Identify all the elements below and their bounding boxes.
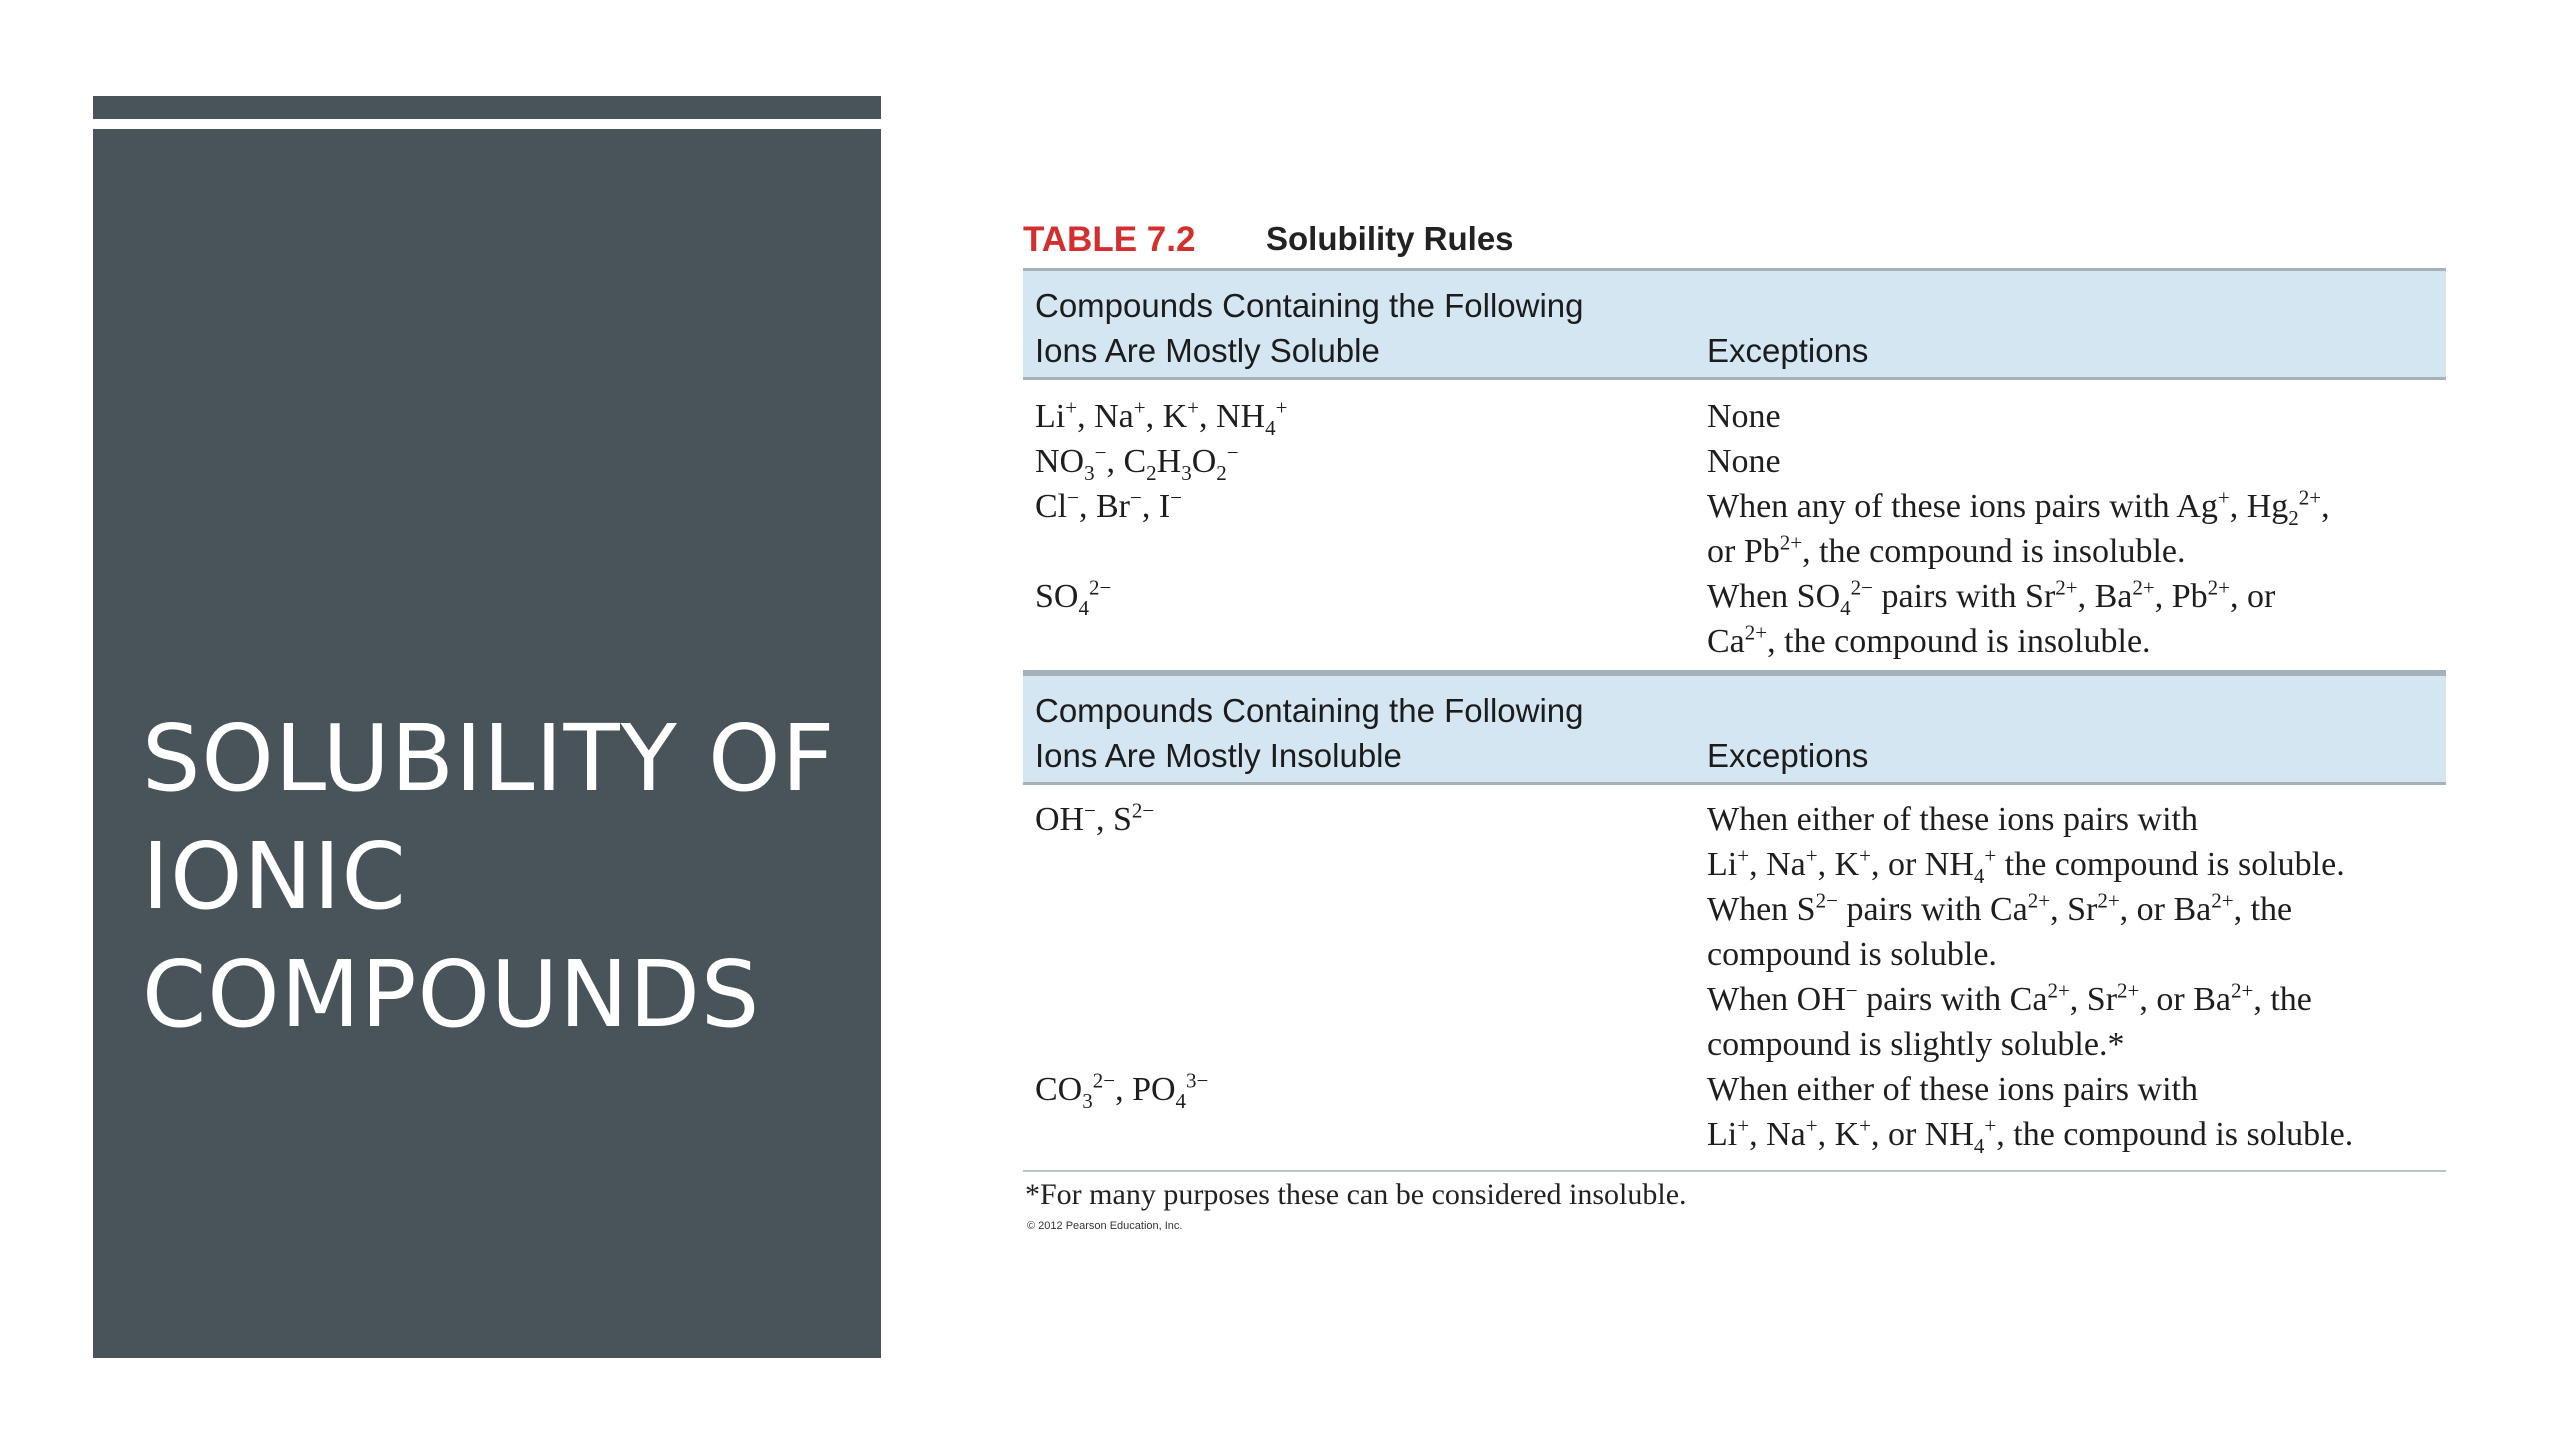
insoluble-header [1023,673,2446,785]
insoluble-header-line-2: Ions Are Mostly Insoluble [1035,737,1402,774]
table-footnote: *For many purposes these can be considered insoluble. [1025,1178,1687,1211]
insoluble-exceptions-row-1-line-3: When $S^{2-}$ pairs with $Ca^{2+}$, $Sr^{2+}$, or $Ba^{2+}$, the [1707,888,2293,928]
table-number: TABLE 7.2 [1023,220,1196,259]
slide-title-line-2: IONIC [142,823,407,930]
soluble-section [1023,380,2446,673]
soluble-exceptions-row-1: None [1707,398,1781,435]
insoluble-exceptions-row-1-line-5: When OH− pairs with $Ca^{2+}$, $Sr^{2+}$, or $Ba^{2+}$, the [1707,978,2312,1018]
insoluble-exceptions-row-2-line-2: Li+, Na+, K+, or $NH_4^+$, the compound is soluble. [1707,1113,2354,1158]
slide-title-line-1: SOLUBILITY OF [142,705,836,812]
soluble-ions-row-1: Li+, Na+, K+, $NH_4^+$ [1035,395,1288,440]
insoluble-exceptions-row-2-line-1: When either of these ions pairs with [1707,1071,2198,1108]
insoluble-exceptions-row-1-line-2: Li+, Na+, K+, or $NH_4^+$ the compound is soluble. [1707,843,2345,888]
insoluble-header-line-1: Compounds Containing the Following [1035,692,1584,729]
soluble-ions-row-3: Cl−, Br−, I− [1035,485,1182,525]
insoluble-section [1023,785,2446,1172]
soluble-header-line-1: Compounds Containing the Following [1035,287,1584,324]
soluble-exceptions-row-3-line-1: When any of these ions pairs with Ag+, $Hg_2^{2+}$, [1707,485,2330,530]
soluble-ions-row-2: $NO_3^-$, $C_2H_3O_2^-$ [1035,440,1239,485]
insoluble-ions-row-2: $CO_3^{2-}$, $PO_4^{3-}$ [1035,1068,1209,1113]
soluble-ions-row-4: $SO_4^{2-}$ [1035,575,1112,620]
insoluble-exceptions-row-1-line-1: When either of these ions pairs with [1707,801,2198,838]
soluble-exceptions-row-4-line-1: When $SO_4^{2-}$ pairs with $Sr^{2+}$, $Ba^{2+}$, $Pb^{2+}$, or [1707,575,2276,620]
slide-title-line-3: COMPOUNDS [142,941,761,1048]
slide-title [142,700,862,1054]
copyright-notice: © 2012 Pearson Education, Inc. [1027,1220,1183,1232]
insoluble-exceptions-row-1-line-4: compound is soluble. [1707,936,1997,973]
soluble-exceptions-header: Exceptions [1707,332,1869,369]
insoluble-exceptions-header: Exceptions [1707,737,1869,774]
soluble-header-line-2: Ions Are Mostly Soluble [1035,332,1380,369]
soluble-header [1023,268,2446,380]
table-name: Solubility Rules [1266,220,1514,257]
insoluble-exceptions-row-1-line-6: compound is slightly soluble.* [1707,1026,2125,1063]
table-caption [1023,212,2446,268]
soluble-exceptions-row-4-line-2: $Ca^{2+}$, the compound is insoluble. [1707,620,2151,660]
title-panel-top-bar [93,96,881,119]
soluble-exceptions-row-3-line-2: or $Pb^{2+}$, the compound is insoluble. [1707,530,2186,570]
insoluble-ions-row-1: OH−, $S^{2-}$ [1035,798,1155,838]
solubility-rules-table [1023,212,2446,1232]
soluble-exceptions-row-2: None [1707,443,1781,480]
